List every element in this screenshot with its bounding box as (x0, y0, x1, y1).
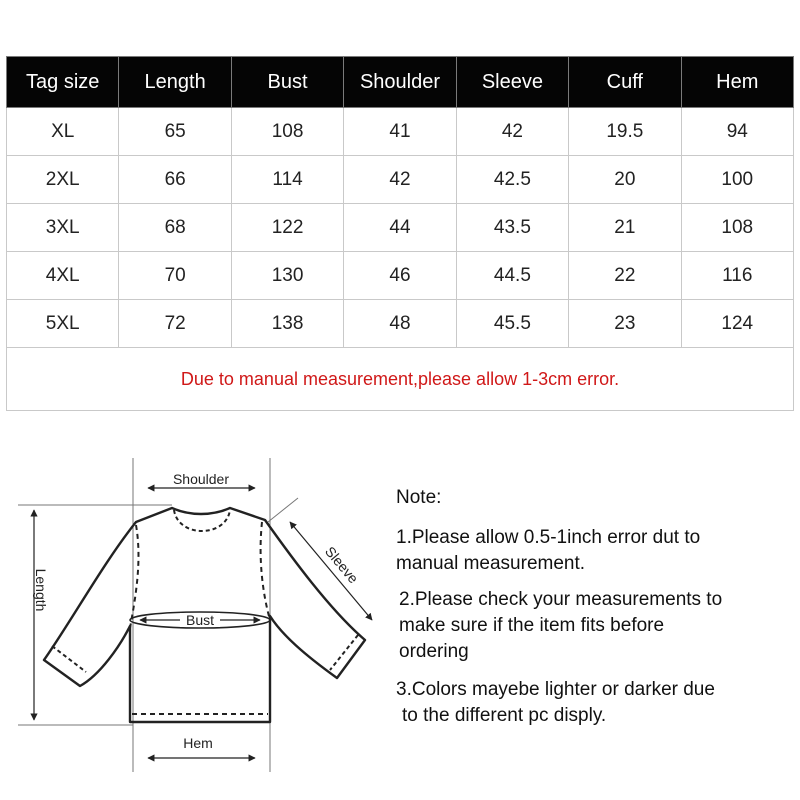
table-cell: 20 (569, 156, 681, 204)
size-chart-table (6, 56, 794, 411)
table-cell: 44 (344, 204, 456, 252)
table-cell: 4XL (7, 252, 119, 300)
table-row (7, 156, 794, 204)
hem-label: Hem (183, 735, 213, 751)
table-row (7, 252, 794, 300)
note-line: 2.Please check your measurements to (399, 589, 723, 610)
table-footnote-row (7, 348, 794, 411)
table-cell: 22 (569, 252, 681, 300)
table-cell: 124 (681, 300, 793, 348)
table-cell: 72 (119, 300, 231, 348)
header-bust: Bust (231, 57, 343, 108)
note-item (399, 587, 796, 665)
table-cell: 42 (456, 108, 568, 156)
bust-label: Bust (185, 612, 215, 628)
garment-measurement-diagram (0, 450, 390, 800)
table-cell: 122 (231, 204, 343, 252)
note-item (396, 525, 796, 577)
table-row (7, 300, 794, 348)
table-cell: 66 (119, 156, 231, 204)
table-cell: 42.5 (456, 156, 568, 204)
note-line: ordering (399, 641, 469, 662)
note-line: 1.Please allow 0.5-1inch error dut to (396, 527, 701, 548)
table-cell: 23 (569, 300, 681, 348)
table-cell: 130 (231, 252, 343, 300)
notes-title: Note: (396, 487, 442, 508)
table-cell: 44.5 (456, 252, 568, 300)
table-cell: 114 (231, 156, 343, 204)
table-cell: 2XL (7, 156, 119, 204)
table-cell: 116 (681, 252, 793, 300)
sleeve-label: Sleeve (321, 543, 362, 587)
table-cell: 3XL (7, 204, 119, 252)
note-line: make sure if the item fits before (399, 615, 665, 636)
table-cell: 45.5 (456, 300, 568, 348)
measurement-error-note: Due to manual measurement,please allow 1-3cm error. (7, 348, 794, 411)
table-cell: 21 (569, 204, 681, 252)
sleeve-guide (268, 498, 298, 522)
table-row (7, 108, 794, 156)
table-cell: 94 (681, 108, 793, 156)
table-cell: 5XL (7, 300, 119, 348)
table-cell: 41 (344, 108, 456, 156)
table-cell: 42 (344, 156, 456, 204)
armhole-seam-left (130, 525, 138, 628)
table-cell: 108 (231, 108, 343, 156)
table-cell: 138 (231, 300, 343, 348)
table-row (7, 204, 794, 252)
table-cell: XL (7, 108, 119, 156)
table-cell: 43.5 (456, 204, 568, 252)
header-sleeve: Sleeve (456, 57, 568, 108)
header-shoulder: Shoulder (344, 57, 456, 108)
note-line: manual measurement. (396, 553, 586, 574)
table-header-row (7, 57, 794, 108)
shoulder-label: Shoulder (172, 471, 230, 487)
table-cell: 68 (119, 204, 231, 252)
length-label: Length (33, 568, 49, 612)
header-cuff: Cuff (569, 57, 681, 108)
table-cell: 46 (344, 252, 456, 300)
notes-panel (396, 487, 796, 739)
header-length: Length (119, 57, 231, 108)
table-cell: 108 (681, 204, 793, 252)
table-cell: 100 (681, 156, 793, 204)
table-cell: 70 (119, 252, 231, 300)
note-line: 3.Colors mayebe lighter or darker due (396, 679, 715, 700)
table-cell: 19.5 (569, 108, 681, 156)
cuff-right (330, 635, 358, 670)
header-hem: Hem (681, 57, 793, 108)
table-cell: 65 (119, 108, 231, 156)
armhole-seam-right (261, 522, 270, 620)
note-item (396, 677, 796, 729)
header-tag-size: Tag size (7, 57, 119, 108)
note-line: to the different pc disply. (402, 705, 607, 726)
table-cell: 48 (344, 300, 456, 348)
